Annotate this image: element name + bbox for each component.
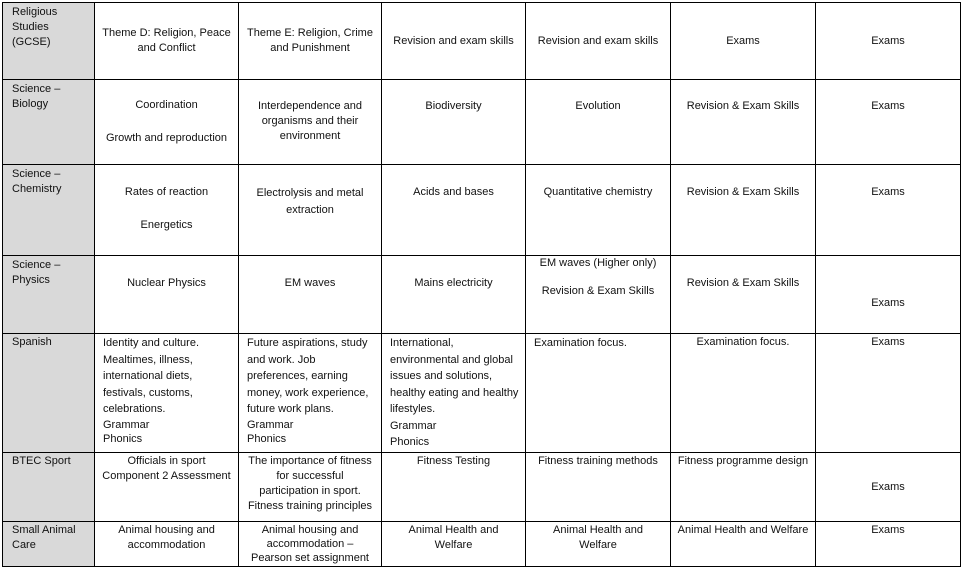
table-cell: Exams bbox=[816, 256, 961, 334]
table-row bbox=[3, 522, 961, 567]
table-cell: Exams bbox=[816, 3, 961, 80]
table-cell: Mains electricity bbox=[382, 256, 526, 334]
table-cell: Revision and exam skills bbox=[526, 3, 671, 80]
table-cell: EM waves bbox=[239, 256, 382, 334]
table-cell: Theme E: Religion, Crime and Punishment bbox=[239, 3, 382, 80]
table-cell: Fitness programme design bbox=[671, 453, 816, 522]
table-cell: Exams bbox=[816, 165, 961, 256]
table-cell: Revision & Exam Skills bbox=[671, 80, 816, 165]
table-cell: Fitness training methods bbox=[526, 453, 671, 522]
table-cell: Revision & Exam Skills bbox=[671, 165, 816, 256]
curriculum-table bbox=[2, 2, 961, 567]
table-cell: Exams bbox=[671, 3, 816, 80]
table-cell: Coordination Growth and reproduction bbox=[95, 80, 239, 165]
table-cell: Officials in sport Component 2 Assessment bbox=[95, 453, 239, 522]
table-cell: Examination focus. bbox=[526, 334, 671, 453]
subject-cell: Spanish bbox=[3, 334, 95, 453]
table-row bbox=[3, 453, 961, 522]
table-cell: EM waves (Higher only) Revision & Exam Skills bbox=[526, 256, 671, 334]
table-cell: Electrolysis and metal extraction bbox=[239, 165, 382, 256]
subject-cell: Science – Physics bbox=[3, 256, 95, 334]
table-row bbox=[3, 165, 961, 256]
table-cell: Theme D: Religion, Peace and Conflict bbox=[95, 3, 239, 80]
table-row bbox=[3, 256, 961, 334]
table-cell: Animal Health and Welfare bbox=[382, 522, 526, 567]
subject-cell: Science – Chemistry bbox=[3, 165, 95, 256]
table-cell: Animal Health and Welfare bbox=[671, 522, 816, 567]
table-cell: Examination focus. bbox=[671, 334, 816, 453]
table-cell: International, environmental and global issues and solutions, healthy eating and healthy lifestyles. Grammar Phonics bbox=[382, 334, 526, 453]
table-cell: Biodiversity bbox=[382, 80, 526, 165]
table-cell: Animal housing and accommodation – Pearson set assignment bbox=[239, 522, 382, 567]
table-cell: Identity and culture. Mealtimes, illness, international diets, festivals, customs, celebrations. Grammar Phonics bbox=[95, 334, 239, 453]
table-cell: Exams bbox=[816, 453, 961, 522]
table-cell: Evolution bbox=[526, 80, 671, 165]
table-cell: Animal housing and accommodation bbox=[95, 522, 239, 567]
subject-cell: Science – Biology bbox=[3, 80, 95, 165]
table-cell: Quantitative chemistry bbox=[526, 165, 671, 256]
table-cell: Animal Health and Welfare bbox=[526, 522, 671, 567]
table-cell: Nuclear Physics bbox=[95, 256, 239, 334]
table-cell: Exams bbox=[816, 522, 961, 567]
subject-cell: BTEC Sport bbox=[3, 453, 95, 522]
table-cell: Acids and bases bbox=[382, 165, 526, 256]
table-cell: Revision and exam skills bbox=[382, 3, 526, 80]
table-cell: Future aspirations, study and work. Job preferences, earning money, work experience, future work plans. Grammar Phonics bbox=[239, 334, 382, 453]
subject-cell: Religious Studies (GCSE) bbox=[3, 3, 95, 80]
table-cell: Exams bbox=[816, 334, 961, 453]
table-cell: Interdependence and organisms and their environment bbox=[239, 80, 382, 165]
table-row bbox=[3, 334, 961, 453]
table-cell: Revision & Exam Skills bbox=[671, 256, 816, 334]
table-cell: Fitness Testing bbox=[382, 453, 526, 522]
table-cell: Exams bbox=[816, 80, 961, 165]
table-row bbox=[3, 80, 961, 165]
table-row bbox=[3, 3, 961, 80]
subject-cell: Small Animal Care bbox=[3, 522, 95, 567]
table-cell: The importance of fitness for successful participation in sport. Fitness training principles bbox=[239, 453, 382, 522]
table-cell: Rates of reaction Energetics bbox=[95, 165, 239, 256]
